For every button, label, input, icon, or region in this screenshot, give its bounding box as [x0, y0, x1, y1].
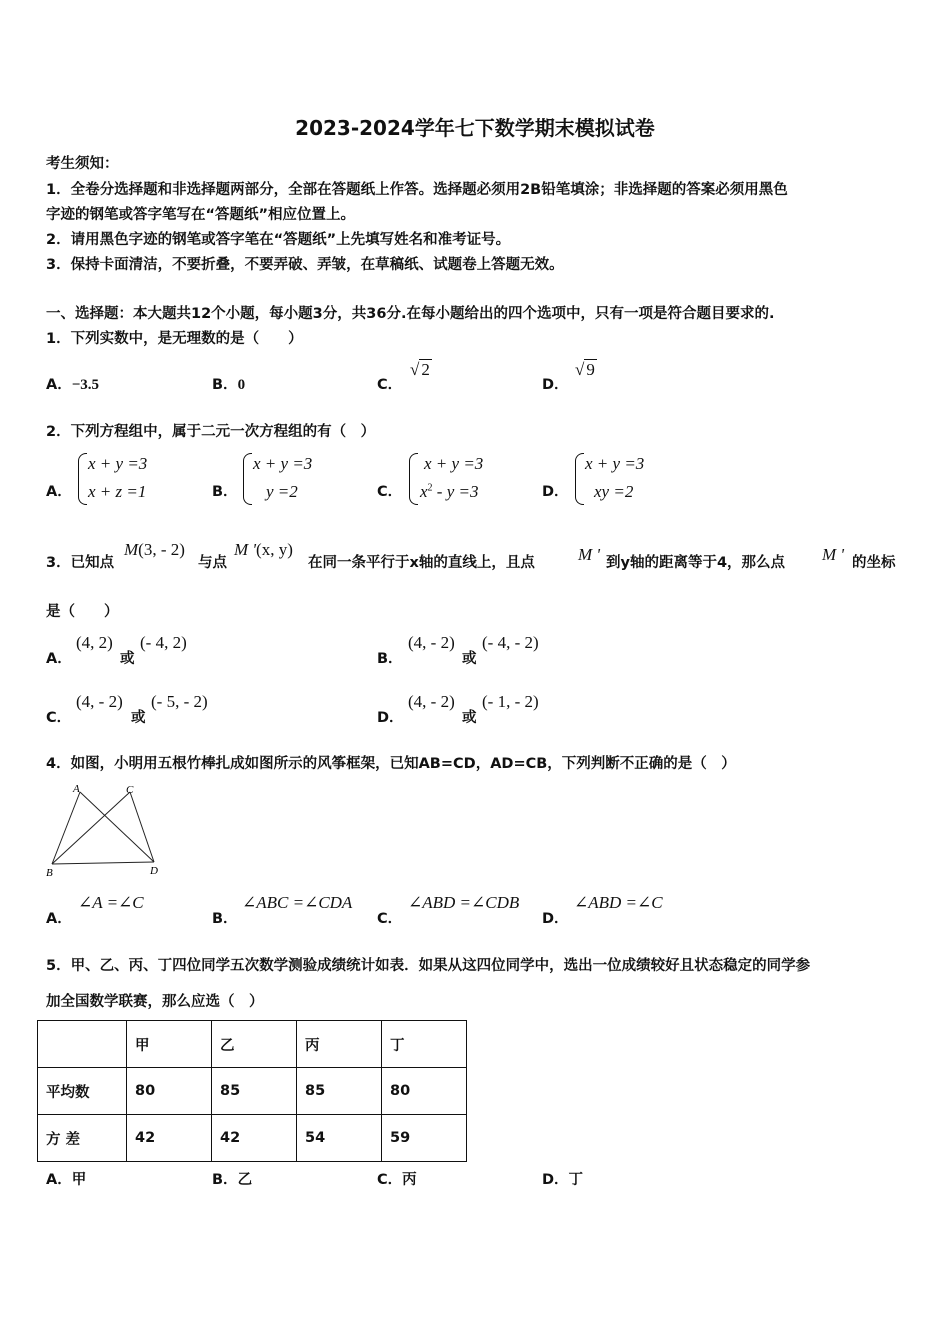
q5-option-b: B．乙: [212, 1172, 253, 1188]
q1-option-b: B．0: [212, 377, 246, 393]
q2-a-eq1: x + y =3: [88, 454, 148, 473]
brace: [243, 453, 252, 505]
q3-stem-5: 的坐标: [852, 555, 896, 571]
table-row: [38, 1068, 467, 1115]
q4-option-c: ∠ABD =∠CDB: [408, 893, 520, 912]
brace: [78, 453, 87, 505]
page-title: 2023-2024学年七下数学期末模拟试卷: [295, 116, 655, 140]
table-row: [38, 1115, 467, 1162]
q5-stem-2: 加全国数学联赛，那么应选（ ）: [46, 994, 264, 1010]
q2-stem: 2．下列方程组中，属于二元一次方程组的有（ ）: [46, 424, 376, 440]
q5-option-a: A．甲: [46, 1172, 87, 1188]
q3-a-1: (4, 2): [76, 633, 113, 652]
q4-label-d: D．: [542, 911, 569, 927]
q3-stem-2: 与点: [198, 555, 227, 571]
q3-stem-3: 在同一条平行于x轴的直线上，且点: [308, 555, 535, 571]
q3-d-1: (4, - 2): [408, 692, 455, 711]
table-header-row: [38, 1021, 467, 1068]
table-cell: 80: [382, 1068, 467, 1115]
fig-label-a: A: [73, 783, 80, 795]
q3-label-c: C．: [46, 710, 72, 726]
q2-label-c: C．: [377, 484, 403, 500]
q2-b-eq1: x + y =3: [253, 454, 313, 473]
q3-d-2: (- 1, - 2): [482, 692, 539, 711]
q3-stem-line2: 是（ ）: [46, 604, 119, 620]
q3-b-1: (4, - 2): [408, 633, 455, 652]
q2-b-eq2: y =2: [266, 482, 298, 501]
table-cell: 85: [212, 1068, 297, 1115]
q2-label-b: B．: [212, 484, 238, 500]
q2-d-eq2: xy =2: [594, 482, 634, 501]
notice-item-2: 2．请用黑色字迹的钢笔或答字笔在“答题纸”上先填写姓名和准考证号。: [46, 232, 511, 248]
table-cell: 42: [127, 1115, 212, 1162]
table-cell: 80: [127, 1068, 212, 1115]
point-m: M(3, - 2): [124, 540, 185, 559]
score-table: [37, 1020, 467, 1162]
section-heading: 一、选择题：本大题共12个小题，每小题3分，共36分.在每小题给出的四个选项中，只有一项是符合题目要求的.: [46, 306, 775, 322]
q3-label-b: B．: [377, 651, 403, 667]
point-m-prime-3: M ': [822, 545, 845, 564]
q4-label-c: C．: [377, 911, 403, 927]
table-cell: 丁: [382, 1021, 467, 1068]
q2-a-eq2: x + z =1: [88, 482, 147, 501]
table-cell: 54: [297, 1115, 382, 1162]
table-cell: 平均数: [38, 1068, 127, 1115]
sqrt-9: √ 9: [575, 360, 595, 379]
q3-label-d: D．: [377, 710, 404, 726]
q1-option-d: D．: [542, 377, 569, 393]
notice-item-1: 1．全卷分选择题和非选择题两部分，全部在答题纸上作答。选择题必须用2B铅笔填涂；非选择题的答案必须用黑色: [46, 182, 788, 198]
q2-c-eq1: x + y =3: [424, 454, 484, 473]
q3-stem-4: 到y轴的距离等于4，那么点: [606, 555, 786, 571]
q1-stem: 1．下列实数中，是无理数的是（ ）: [46, 331, 303, 347]
point-m-prime: M '(x, y): [234, 540, 293, 559]
brace: [575, 453, 584, 505]
table-cell: 甲: [127, 1021, 212, 1068]
q5-option-c: C．丙: [377, 1172, 417, 1188]
q5-stem-1: 5．甲、乙、丙、丁四位同学五次数学测验成绩统计如表．如果从这四位同学中，选出一位成绩较好且状态稳定的同学参: [46, 958, 811, 974]
q2-label-d: D．: [542, 484, 569, 500]
fig-label-d: D: [150, 865, 158, 877]
q3-c-2: (- 5, - 2): [151, 692, 208, 711]
q4-label-b: B．: [212, 911, 238, 927]
q4-option-d: ∠ABD =∠C: [574, 893, 663, 912]
q4-label-a: A．: [46, 911, 72, 927]
q3-b-or: 或: [462, 651, 477, 667]
point-m-prime-2: M ': [578, 545, 601, 564]
fig-label-b: B: [46, 867, 53, 879]
brace: [409, 453, 418, 505]
table-cell: 42: [212, 1115, 297, 1162]
table-cell: [38, 1021, 127, 1068]
q4-stem: 4．如图，小明用五根竹棒扎成如图所示的风筝框架，已知AB=CD，AD=CB，下列判断不正确的是（ ）: [46, 756, 736, 772]
q4-option-a: ∠A =∠C: [78, 893, 144, 912]
q2-c-eq2: $x^2 - y =3$: [420, 482, 479, 501]
notice-item-1-cont: 字迹的钢笔或答字笔写在“答题纸”相应位置上。: [46, 207, 356, 223]
q1-option-c: C．: [377, 377, 403, 393]
kite-figure: [40, 780, 170, 880]
table-cell: 85: [297, 1068, 382, 1115]
table-cell: 丙: [297, 1021, 382, 1068]
fig-label-c: C: [126, 784, 134, 796]
q3-a-2: (- 4, 2): [140, 633, 187, 652]
notice-heading: 考生须知：: [46, 156, 119, 172]
q3-c-or: 或: [131, 710, 146, 726]
q3-label-a: A．: [46, 651, 72, 667]
table-cell: 乙: [212, 1021, 297, 1068]
q3-a-or: 或: [120, 651, 135, 667]
q2-label-a: A．: [46, 484, 72, 500]
q3-b-2: (- 4, - 2): [482, 633, 539, 652]
q3-c-1: (4, - 2): [76, 692, 123, 711]
table-cell: 方 差: [38, 1115, 127, 1162]
q3-d-or: 或: [462, 710, 477, 726]
table-cell: 59: [382, 1115, 467, 1162]
sqrt-2: √ 2: [410, 360, 430, 379]
q4-option-b: ∠ABC =∠CDA: [242, 893, 353, 912]
q2-d-eq1: x + y =3: [585, 454, 645, 473]
notice-item-3: 3．保持卡面清洁，不要折叠，不要弄破、弄皱，在草稿纸、试题卷上答题无效。: [46, 257, 564, 273]
q5-option-d: D．丁: [542, 1172, 584, 1188]
q3-stem-1: 3．已知点: [46, 555, 115, 571]
q1-option-a: A．−3.5: [46, 377, 100, 393]
